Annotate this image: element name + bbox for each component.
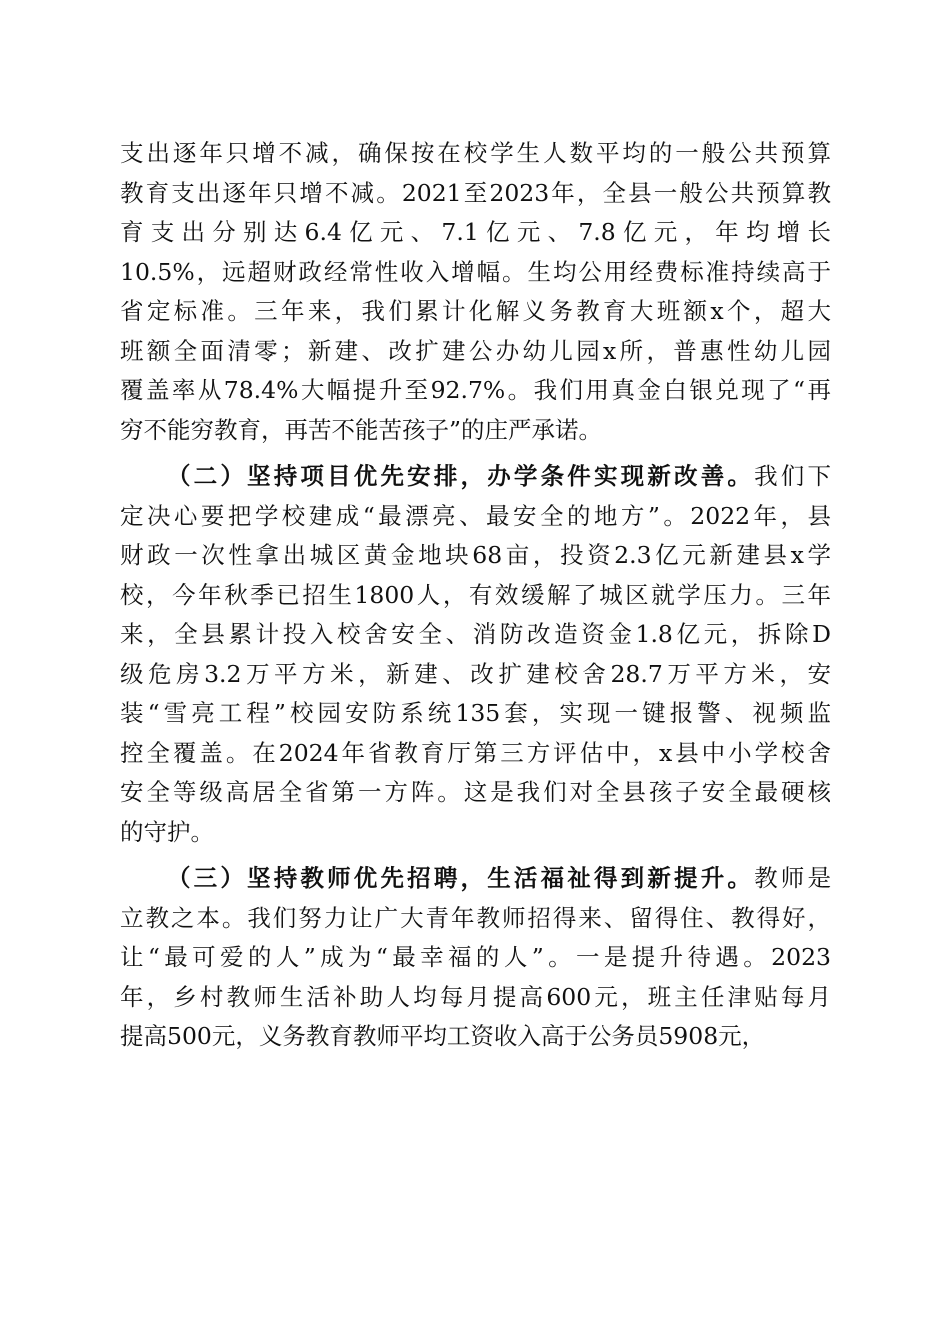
text-line: 教育支出逐年只增不减。2021至2023年，全县一般公共预算教	[120, 178, 831, 207]
text-line: 年，乡村教师生活补助人均每月提高600元，班主任津贴每月	[120, 982, 831, 1011]
text-line: 级危房3.2万平方米，新建、改扩建校舍28.7万平方米，安	[120, 659, 831, 688]
paragraph-first-line	[120, 457, 831, 497]
paragraph-teachers	[120, 859, 831, 1057]
paragraph-facilities	[120, 457, 831, 852]
text-line: 10.5%，远超财政经常性收入增幅。生均公用经费标准持续高于	[120, 257, 831, 286]
text-line: 财政一次性拿出城区黄金地块68亩，投资2.3亿元新建县x学	[120, 541, 831, 569]
body-text	[120, 134, 831, 1057]
text-line: 装“雪亮工程”校园安防系统135套，实现一键报警、视频监	[120, 699, 831, 727]
section-heading: （三）坚持教师优先招聘，生活福祉得到新提升。	[167, 864, 755, 892]
text-line: 让“最可爱的人”成为“最幸福的人”。一是提升待遇。2023	[120, 943, 831, 971]
text-line: 的守护。	[120, 817, 214, 846]
paragraph-funding	[120, 134, 831, 450]
paragraph-first-line	[120, 859, 831, 899]
text-line: 控全覆盖。在2024年省教育厅第三方评估中，x县中小学校舍	[120, 738, 831, 767]
section-heading: （二）坚持项目优先安排，办学条件实现新改善。	[167, 462, 755, 490]
text-line: 来，全县累计投入校舍安全、消防改造资金1.8亿元，拆除D	[120, 620, 831, 648]
heading-continuation: 教师是	[754, 864, 831, 892]
text-line: 班额全面清零；新建、改扩建公办幼儿园x所，普惠性幼儿园	[120, 336, 831, 365]
text-line: 穷不能穷教育，再苦不能苦孩子”的庄严承诺。	[120, 415, 603, 444]
text-line: 立教之本。我们努力让广大青年教师招得来、留得住、教得好，	[120, 903, 831, 932]
text-line: 省定标准。三年来，我们累计化解义务教育大班额x个，超大	[120, 297, 831, 325]
heading-continuation: 我们下	[754, 462, 831, 490]
text-line: 校，今年秋季已招生1800人，有效缓解了城区就学压力。三年	[120, 580, 831, 609]
text-line: 定决心要把学校建成“最漂亮、最安全的地方”。2022年，县	[120, 501, 831, 530]
text-line: 育支出分别达6.4亿元、7.1亿元、7.8亿元，年均增长	[120, 218, 831, 246]
text-line: 安全等级高居全省第一方阵。这是我们对全县孩子安全最硬核	[120, 778, 831, 806]
text-line: 支出逐年只增不减，确保按在校学生人数平均的一般公共预算	[120, 139, 831, 167]
text-line: 提高500元，义务教育教师平均工资收入高于公务员5908元，	[120, 1022, 766, 1050]
text-line: 覆盖率从78.4%大幅提升至92.7%。我们用真金白银兑现了“再	[120, 376, 831, 404]
